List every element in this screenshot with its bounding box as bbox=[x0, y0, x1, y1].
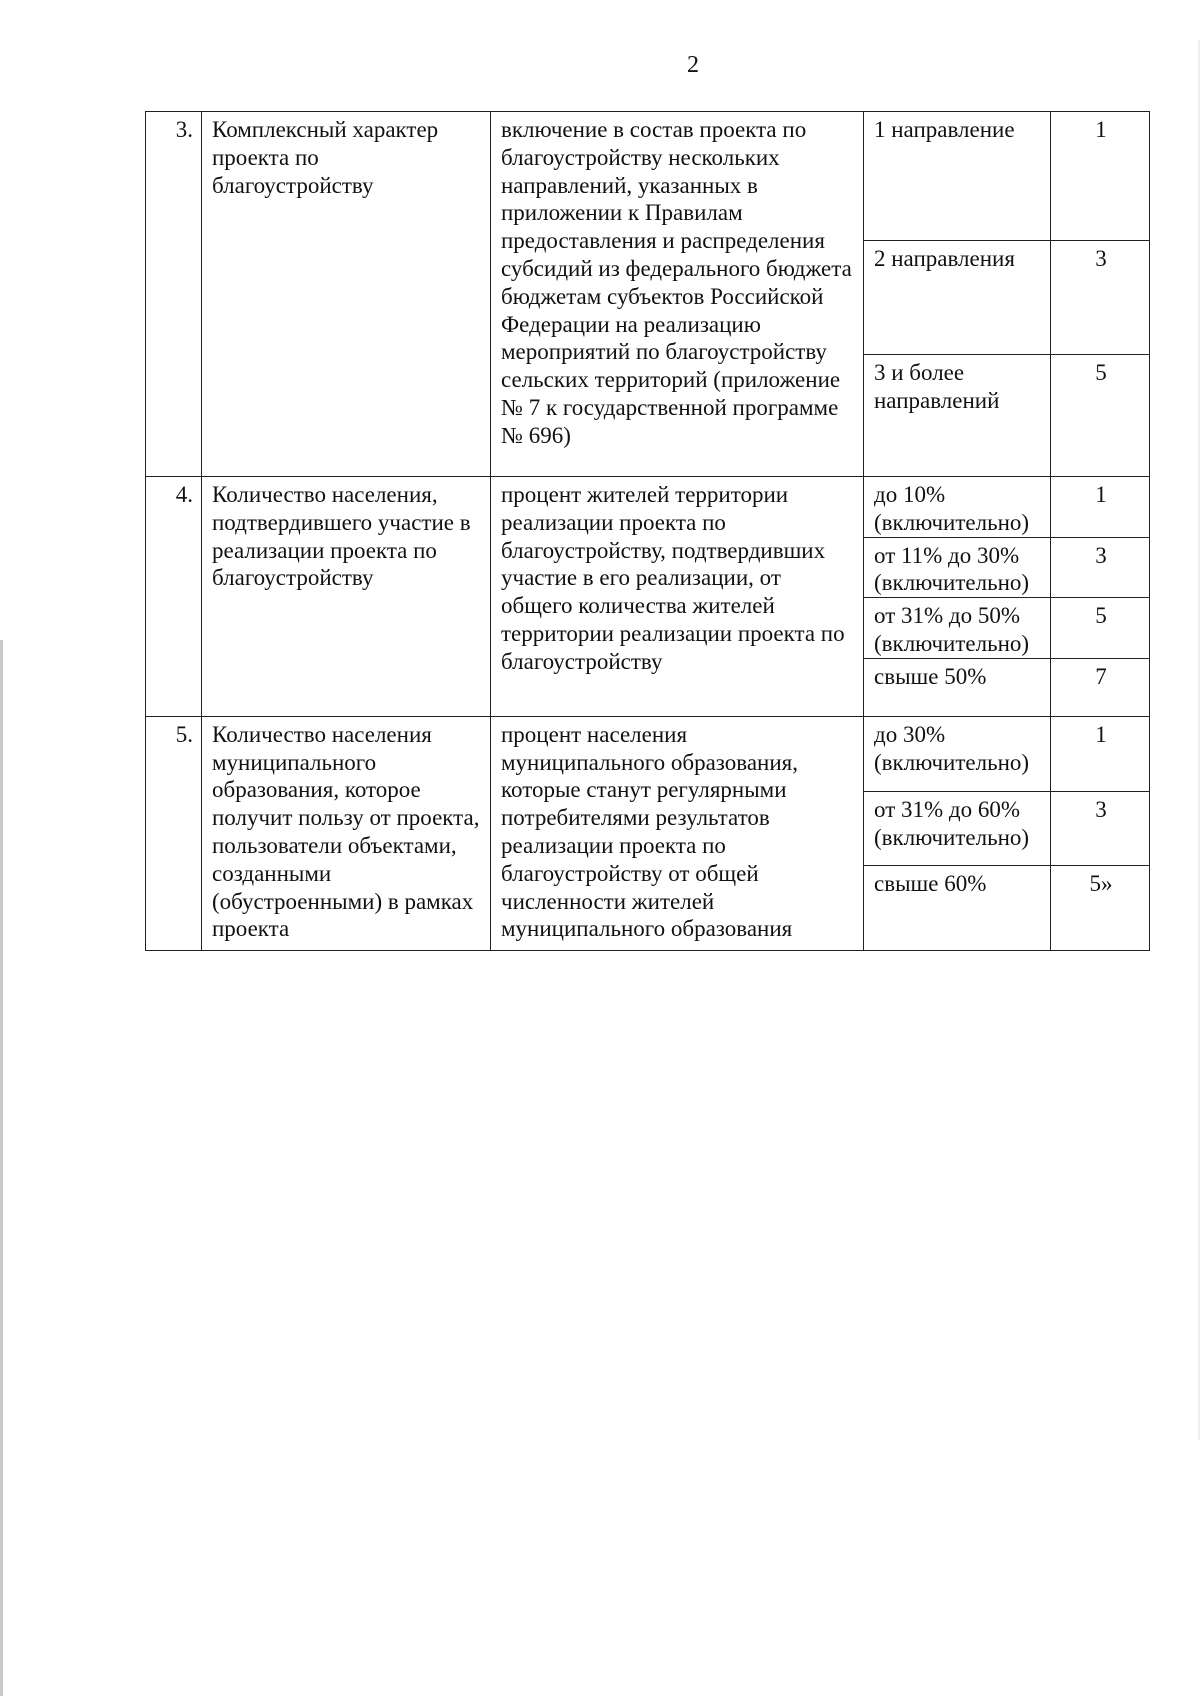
criterion-cell: Количество населения, подтвердившего участие в реализации проекта по благоустройству bbox=[202, 477, 491, 717]
row-number: 5. bbox=[146, 716, 202, 950]
table-row bbox=[146, 716, 1150, 791]
points-cell: 5» bbox=[1051, 865, 1150, 950]
condition-cell: 3 и более направлений bbox=[864, 355, 1051, 477]
criteria-table bbox=[145, 111, 1150, 951]
description-cell: включение в состав проекта по благоустройству нескольких направлений, указанных в приложении к Правилам предоставления и распределения субсидий из федерального бюджета бюджетам субъектов Российской Федерации на реализацию мероприятий по благоустройству сельских территорий (приложение № 7 к государственной программе № 696) bbox=[491, 112, 864, 477]
page-number: 2 bbox=[687, 52, 699, 78]
table-row bbox=[146, 477, 1150, 538]
points-cell: 3 bbox=[1051, 791, 1150, 865]
condition-cell: от 31% до 50% (включительно) bbox=[864, 598, 1051, 659]
points-cell: 1 bbox=[1051, 112, 1150, 241]
points-cell: 1 bbox=[1051, 477, 1150, 538]
condition-cell: от 11% до 30% (включительно) bbox=[864, 537, 1051, 598]
points-cell: 3 bbox=[1051, 241, 1150, 355]
row-number: 4. bbox=[146, 477, 202, 717]
points-cell: 3 bbox=[1051, 537, 1150, 598]
condition-cell: 1 направление bbox=[864, 112, 1051, 241]
points-cell: 1 bbox=[1051, 716, 1150, 791]
criterion-cell: Комплексный характер проекта по благоустройству bbox=[202, 112, 491, 477]
criterion-cell: Количество населения муниципального образования, которое получит пользу от проекта, пользователи объектами, созданными (обустроенными) в рамках проекта bbox=[202, 716, 491, 950]
condition-cell: свыше 60% bbox=[864, 865, 1051, 950]
condition-cell: 2 направления bbox=[864, 241, 1051, 355]
condition-cell: свыше 50% bbox=[864, 658, 1051, 716]
points-cell: 5 bbox=[1051, 355, 1150, 477]
row-number: 3. bbox=[146, 112, 202, 477]
points-cell: 7 bbox=[1051, 658, 1150, 716]
condition-cell: до 10% (включительно) bbox=[864, 477, 1051, 538]
condition-cell: до 30% (включительно) bbox=[864, 716, 1051, 791]
description-cell: процент населения муниципального образования, которые станут регулярными потребителями результатов реализации проекта по благоустройству от общей численности жителей муниципального образования bbox=[491, 716, 864, 950]
points-cell: 5 bbox=[1051, 598, 1150, 659]
description-cell: процент жителей территории реализации проекта по благоустройству, подтвердивших участие в его реализации, от общего количества жителей территории реализации проекта по благоустройству bbox=[491, 477, 864, 717]
table-row bbox=[146, 112, 1150, 241]
condition-cell: от 31% до 60% (включительно) bbox=[864, 791, 1051, 865]
scan-edge-shadow bbox=[0, 640, 3, 1696]
